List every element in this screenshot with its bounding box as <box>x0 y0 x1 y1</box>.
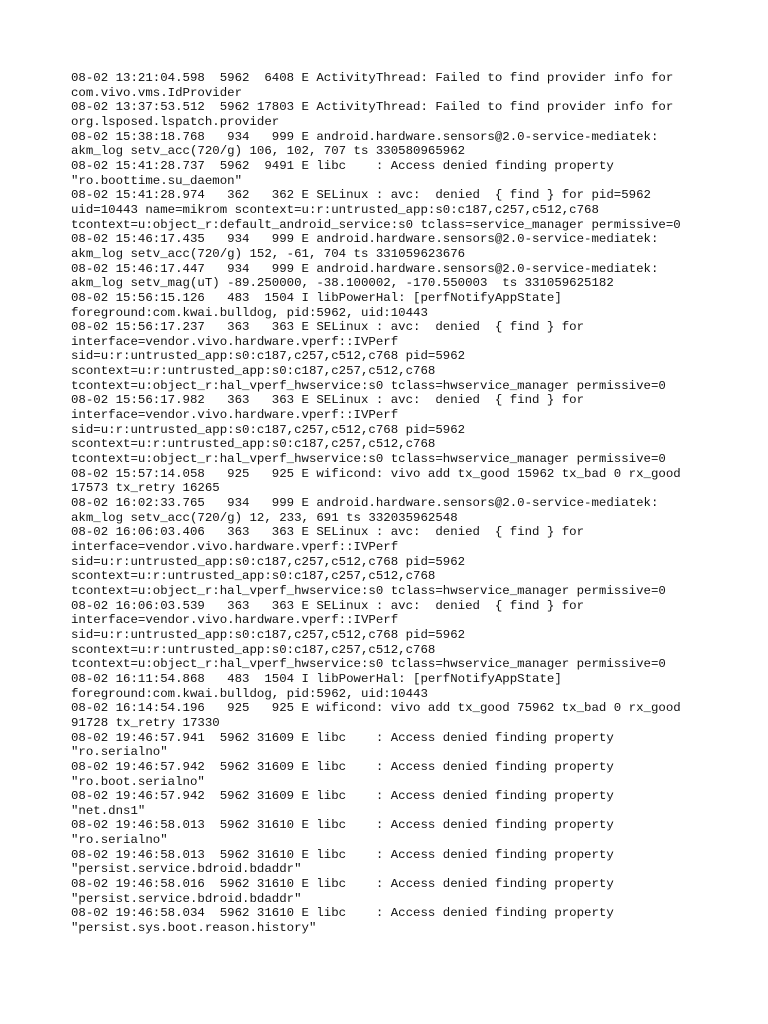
log-line: scontext=u:r:untrusted_app:s0:c187,c257,c512,c768 <box>71 364 436 379</box>
log-line: tcontext=u:object_r:hal_vperf_hwservice:s0 tclass=hwservice_manager permissive=0 <box>71 378 666 393</box>
log-line: 08-02 15:56:17.237 363 363 E SELinux : avc: denied { find } for <box>71 320 585 335</box>
log-line: tcontext=u:object_r:hal_vperf_hwservice:s0 tclass=hwservice_manager permissive=0 <box>71 583 666 598</box>
log-line: interface=vendor.vivo.hardware.vperf::IVPerf <box>71 334 399 349</box>
log-line: 91728 tx_retry 17330 <box>71 715 220 730</box>
log-line: scontext=u:r:untrusted_app:s0:c187,c257,c512,c768 <box>71 642 436 657</box>
log-line: 08-02 15:57:14.058 925 925 E wificond: vivo add tx_good 15962 tx_bad 0 rx_good <box>71 466 681 481</box>
log-line: sid=u:r:untrusted_app:s0:c187,c257,c512,c768 pid=5962 <box>71 349 466 364</box>
log-line: com.vivo.vms.IdProvider <box>71 85 243 100</box>
log-line: "ro.boot.serialno" <box>71 774 205 789</box>
log-line: sid=u:r:untrusted_app:s0:c187,c257,c512,c768 pid=5962 <box>71 422 466 437</box>
log-line: "ro.boottime.su_daemon" <box>71 173 243 188</box>
log-line: 08-02 19:46:58.013 5962 31610 E libc : Access denied finding property <box>71 847 614 862</box>
log-line: 08-02 16:02:33.765 934 999 E android.hardware.sensors@2.0-service-mediatek: <box>71 496 659 511</box>
log-line: 17573 tx_retry 16265 <box>71 481 220 496</box>
log-line: 08-02 13:21:04.598 5962 6408 E ActivityThread: Failed to find provider info for <box>71 71 674 85</box>
log-line: tcontext=u:object_r:hal_vperf_hwservice:s0 tclass=hwservice_manager permissive=0 <box>71 657 666 672</box>
log-line: foreground:com.kwai.bulldog, pid:5962, uid:10443 <box>71 305 428 320</box>
log-line: 08-02 15:46:17.447 934 999 E android.hardware.sensors@2.0-service-mediatek: <box>71 261 659 276</box>
log-line: 08-02 15:46:17.435 934 999 E android.hardware.sensors@2.0-service-mediatek: <box>71 232 659 247</box>
log-line: "net.dns1" <box>71 803 146 818</box>
log-line: 08-02 16:06:03.539 363 363 E SELinux : avc: denied { find } for <box>71 598 585 613</box>
log-document <box>71 71 731 936</box>
log-line: 08-02 16:06:03.406 363 363 E SELinux : avc: denied { find } for <box>71 525 585 540</box>
log-line: interface=vendor.vivo.hardware.vperf::IVPerf <box>71 408 399 423</box>
log-line: "persist.service.bdroid.bdaddr" <box>71 862 302 877</box>
log-line: sid=u:r:untrusted_app:s0:c187,c257,c512,c768 pid=5962 <box>71 554 466 569</box>
log-line: akm_log setv_acc(720/g) 12, 233, 691 ts 332035962548 <box>71 510 458 525</box>
log-line: 08-02 19:46:58.013 5962 31610 E libc : Access denied finding property <box>71 818 614 833</box>
log-line: scontext=u:r:untrusted_app:s0:c187,c257,c512,c768 <box>71 437 436 452</box>
log-line: scontext=u:r:untrusted_app:s0:c187,c257,c512,c768 <box>71 569 436 584</box>
log-line: 08-02 13:37:53.512 5962 17803 E ActivityThread: Failed to find provider info for <box>71 100 674 115</box>
log-line: 08-02 19:46:58.016 5962 31610 E libc : Access denied finding property <box>71 877 614 892</box>
log-line: "ro.serialno" <box>71 833 168 848</box>
log-line: 08-02 15:56:15.126 483 1504 I libPowerHal: [perfNotifyAppState] <box>71 290 562 305</box>
log-line: 08-02 16:11:54.868 483 1504 I libPowerHal: [perfNotifyAppState] <box>71 671 562 686</box>
log-line: akm_log setv_acc(720/g) 106, 102, 707 ts 330580965962 <box>71 144 466 159</box>
log-line: "persist.service.bdroid.bdaddr" <box>71 891 302 906</box>
log-line: 08-02 15:38:18.768 934 999 E android.hardware.sensors@2.0-service-mediatek: <box>71 129 659 144</box>
log-line: interface=vendor.vivo.hardware.vperf::IVPerf <box>71 613 399 628</box>
log-line: org.lsposed.lspatch.provider <box>71 114 280 129</box>
log-line: 08-02 15:41:28.974 362 362 E SELinux : avc: denied { find } for pid=5962 <box>71 188 651 203</box>
log-line: 08-02 19:46:57.942 5962 31609 E libc : Access denied finding property <box>71 759 614 774</box>
log-line: interface=vendor.vivo.hardware.vperf::IVPerf <box>71 540 399 554</box>
log-line: foreground:com.kwai.bulldog, pid:5962, uid:10443 <box>71 686 428 701</box>
log-line: 08-02 19:46:58.034 5962 31610 E libc : Access denied finding property <box>71 906 614 921</box>
log-line: 08-02 15:41:28.737 5962 9491 E libc : Access denied finding property <box>71 158 614 173</box>
log-line: sid=u:r:untrusted_app:s0:c187,c257,c512,c768 pid=5962 <box>71 627 466 642</box>
log-line: uid=10443 name=mikrom scontext=u:r:untrusted_app:s0:c187,c257,c512,c768 <box>71 202 599 217</box>
log-line: "persist.sys.boot.reason.history" <box>71 921 317 936</box>
log-line: 08-02 19:46:57.942 5962 31609 E libc : Access denied finding property <box>71 789 614 804</box>
log-line: "ro.serialno" <box>71 745 168 760</box>
log-line: 08-02 16:14:54.196 925 925 E wificond: vivo add tx_good 75962 tx_bad 0 rx_good <box>71 701 681 716</box>
log-line: 08-02 15:56:17.982 363 363 E SELinux : avc: denied { find } for <box>71 393 585 408</box>
log-line: tcontext=u:object_r:default_android_service:s0 tclass=service_manager permissive=0 <box>71 217 681 232</box>
log-line: akm_log setv_acc(720/g) 152, -61, 704 ts 331059623676 <box>71 246 466 261</box>
log-line: akm_log setv_mag(uT) -89.250000, -38.100002, -170.550003 ts 331059625182 <box>71 276 614 291</box>
log-line: 08-02 19:46:57.941 5962 31609 E libc : Access denied finding property <box>71 730 614 745</box>
log-line: tcontext=u:object_r:hal_vperf_hwservice:s0 tclass=hwservice_manager permissive=0 <box>71 452 666 467</box>
